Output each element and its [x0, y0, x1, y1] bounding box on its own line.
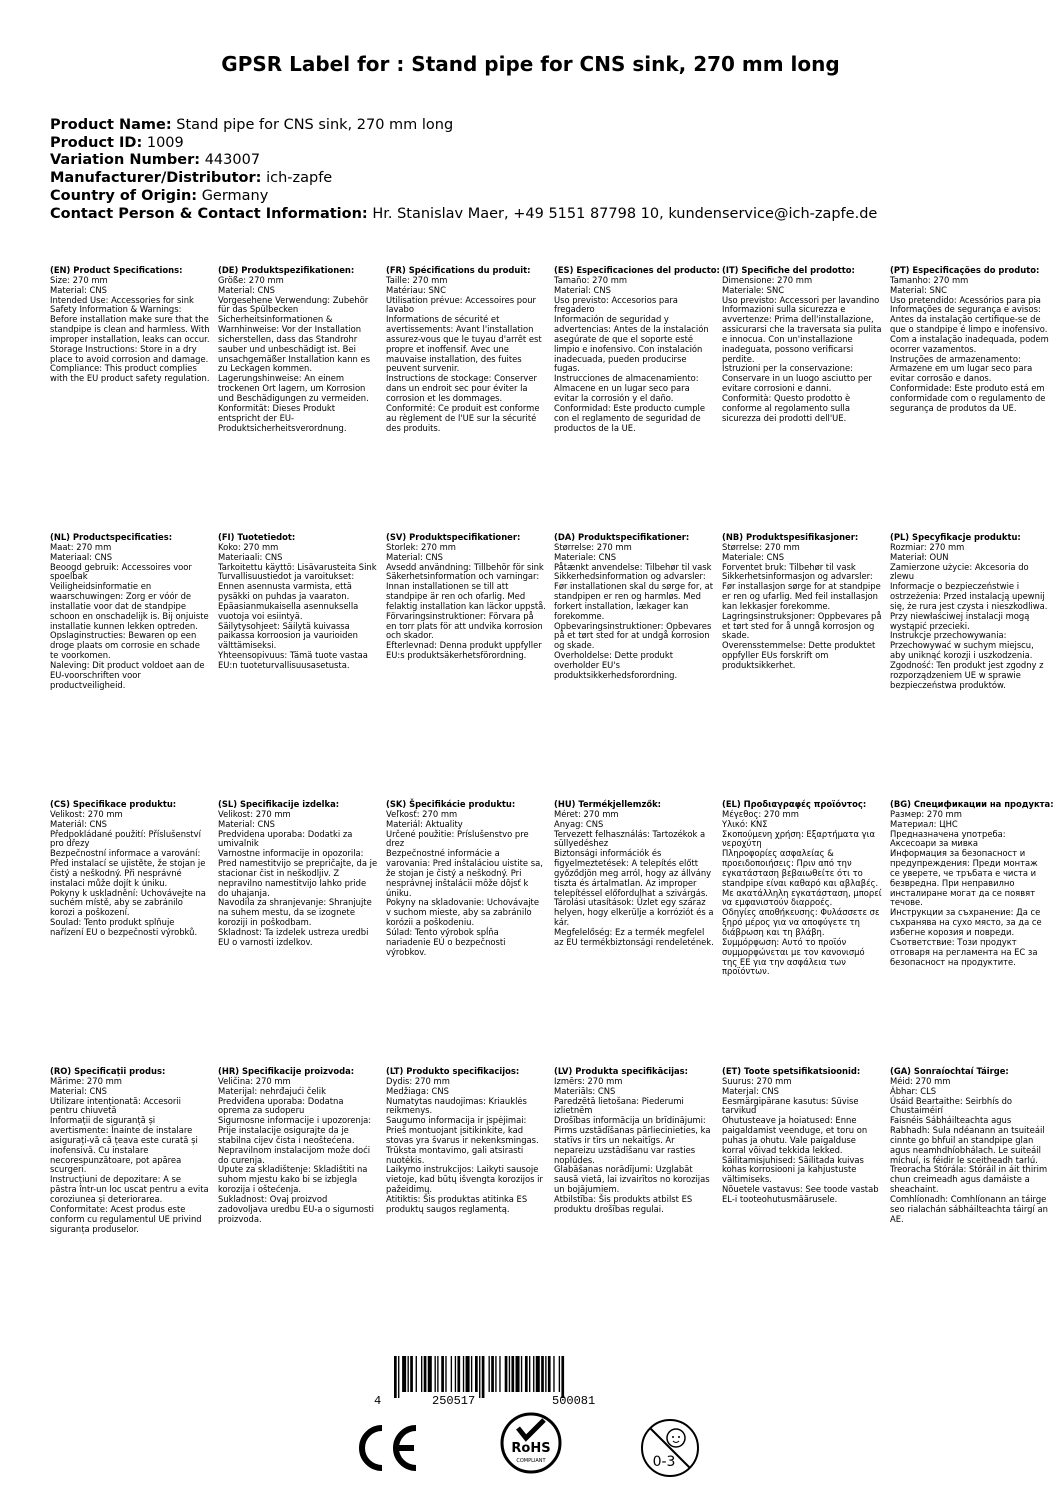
spec-line: Tárolási utasítások: Üzlet egy száraz helyen, hogy elkerülje a korróziót és a kár.: [554, 897, 714, 928]
barcode-bar: [435, 1356, 436, 1392]
spec-section-heading: (CS) Specifikace produktu:: [50, 799, 177, 809]
spec-row: [50, 1067, 1060, 1327]
spec-line: Treoracha Stórála: Stóráil in áit thirim chun creimeadh agus damáiste a sheachaint.: [890, 1164, 1048, 1195]
barcode-bar: [445, 1356, 446, 1392]
spec-line: Съответствие: Този продукт отговаря на регламента на ЕС за безопасност на продуктите.: [890, 936, 1038, 967]
spec-section-heading: (HR) Specifikacije proizvoda:: [218, 1066, 355, 1076]
spec-line: Materiál: Aktuality: [386, 818, 463, 829]
spec-line: Numatytas naudojimas: Kriauklės reikmenys.: [386, 1095, 527, 1116]
spec-section: [722, 533, 882, 671]
spec-section: [386, 1067, 546, 1215]
spec-line: Instrucciones de almacenamiento: Almacene en un lugar seco para evitar la corrosión y el daño.: [554, 373, 699, 403]
spec-section-heading: (DA) Produktspecifikationer:: [554, 532, 690, 542]
barcode-bar: [548, 1356, 551, 1392]
spec-line: Safety Information & Warnings: Before installation make sure that the standpipe is clean and harmless. With improper installation, leaks can occur.: [50, 304, 210, 344]
spec-line: Размер: 270 mm: [890, 808, 962, 819]
barcode-bar: [521, 1356, 522, 1392]
spec-line: Opbevaringsinstruktioner: Opbevares på et tørt sted for at undgå korrosion og skade.: [554, 620, 712, 651]
ce-mark-icon: [352, 1420, 422, 1476]
spec-line: Størrelse: 270 mm: [722, 541, 800, 552]
spec-line: Tarkoitettu käyttö: Lisävarusteita Sink: [218, 561, 377, 572]
spec-section: [890, 533, 1050, 691]
spec-row: [50, 800, 1060, 1060]
spec-line: Utilizare intenționată: Accesorii pentru chiuvetă: [50, 1095, 181, 1116]
spec-line: Größe: 270 mm: [218, 274, 284, 285]
barcode-bar: [561, 1356, 564, 1398]
spec-line: Instructions de stockage: Conserver dans un endroit sec pour éviter la corrosion et les dommages.: [386, 373, 537, 403]
spec-line: Varnostne informacije in opozorila: Pred namestitvijo se prepričajte, da je stacionar čist in neškodljiv. Z nepravilno namestitvijo lahko pride do uhajanja.: [218, 848, 378, 898]
info-row: [50, 188, 877, 206]
spec-line: Uso previsto: Accessori per lavandino: [722, 294, 880, 305]
barcode-bar: [455, 1356, 456, 1392]
info-key: Product Name:: [50, 117, 172, 133]
spec-line: Sicherheitsinformationen & Warnhinweise: Vor der Installation sicherstellen, dass das Standrohr sauber und unbeschädigt ist. Bei unsachgemäßer Installation kann es zu Leckagen kommen.: [218, 314, 370, 374]
barcode-bar: [410, 1356, 413, 1392]
barcode-bar: [421, 1356, 422, 1392]
spec-line: Instrukcje przechowywania: Przechowywać w suchym miejscu, aby uniknąć korozji i uszkodzenia.: [890, 630, 1034, 661]
spec-line: Materiale: CNS: [722, 551, 785, 562]
spec-section: [218, 1067, 378, 1225]
spec-line: Veličina: 270 mm: [218, 1075, 291, 1086]
info-key: Contact Person & Contact Information:: [50, 205, 368, 222]
spec-line: Atbilstība: Šis produkts atbilst ES produktu drošības regulai.: [554, 1193, 693, 1214]
spec-line: Efterlevnad: Denna produkt uppfyller EU:s produktsäkerhetsförordning.: [386, 640, 542, 661]
spec-line: Material: CNS: [50, 284, 107, 295]
spec-line: Lagringsinstruksjoner: Oppbevares på et tørt sted for å unngå korrosjon og skade.: [722, 610, 882, 641]
spec-line: Материал: ЦНС: [890, 818, 958, 829]
spec-line: Informacje o bezpieczeństwie i ostrzeżenia: Przed instalacją upewnij się, że rura jest czysta i nieszkodliwa. Przy niewłaściwej instalacji mogą wystąpić przecieki.: [890, 581, 1048, 631]
spec-line: Tervezett felhasználás: Tartozékok a süllyedéshez: [554, 828, 706, 849]
spec-line: Påtænkt anvendelse: Tilbehør til vask: [554, 561, 712, 572]
spec-section-heading: (DE) Produktspezifikationen:: [218, 265, 355, 275]
spec-section: [50, 266, 210, 384]
spec-line: Storage Instructions: Store in a dry place to avoid corrosion and damage.: [50, 343, 209, 364]
spec-line: Información de seguridad y advertencias: Antes de la instalación asegúrate de que el soporte esté limpio e inofensivo. Con instalación inadecuada, pueden producirse fugas.: [554, 314, 709, 374]
spec-line: Sikkerhedsinformation og advarsler: Før installationen skal du sørge for, at standpipen er ren og harmløs. Med forkert installation, lækager kan forekomme.: [554, 571, 714, 621]
spec-line: Conformitate: Acest produs este conform cu regulamentul UE privind siguranța produselor.: [50, 1203, 202, 1234]
spec-line: Comhlíonadh: Comhlíonann an táirge seo rialachán sábháilteachta táirgí an AE.: [890, 1193, 1048, 1224]
spec-section: [554, 800, 714, 948]
spec-section-heading: (BG) Спецификации на продукта:: [890, 799, 1054, 809]
barcode-bar: [408, 1356, 409, 1392]
spec-line: Predviđena uporaba: Dodatna oprema za sudoperu: [218, 1095, 344, 1116]
spec-line: Glabāšanas norādījumi: Uzglabāt sausā vietā, lai izvairītos no korozijas un bojājumiem.: [554, 1164, 710, 1195]
barcode-bar: [457, 1356, 460, 1392]
spec-line: Materiāls: CNS: [554, 1085, 616, 1096]
spec-section: [722, 266, 882, 424]
spec-line: Tamanho: 270 mm: [890, 274, 969, 285]
spec-line: Bezpečnostní informace a varování: Před instalací se ujistěte, že stojan je čistý a neškodný. Při nesprávné instalaci může dojít k úniku.: [50, 848, 206, 888]
spec-section-heading: (EL) Προδιαγραφές προϊόντος:: [722, 799, 867, 809]
spec-line: Materijal: nehrđajući čelik: [218, 1085, 326, 1096]
barcode-bar: [505, 1356, 508, 1392]
spec-section-heading: (PL) Specyfikacje produktu:: [890, 532, 1021, 542]
spec-section-heading: (LV) Produkta specifikācijas:: [554, 1066, 688, 1076]
spec-line: Conformidade: Este produto está em conformidade com o regulamento de segurança de produtos da UE.: [890, 383, 1046, 413]
spec-line: Súlad: Tento výrobok spĺňa nariadenie EÚ o bezpečnosti výrobkov.: [386, 926, 506, 957]
info-row: [50, 170, 877, 188]
spec-section-heading: (SV) Produktspecifikationer:: [386, 532, 521, 542]
spec-line: Overensstemmelse: Dette produktet oppfyller EUs forskrift om produktsikkerhet.: [722, 640, 876, 670]
spec-section-heading: (FR) Spécifications du produit:: [386, 265, 531, 275]
spec-line: Conformità: Questo prodotto è conforme al regolamento sulla sicurezza dei prodotti dell'UE.: [722, 392, 851, 423]
spec-line: Materiaali: CNS: [218, 551, 283, 562]
barcode-bar: [394, 1356, 397, 1398]
spec-line: Πληροφορίες ασφαλείας & προειδοποιήσεις: Πριν από την εγκατάσταση βεβαιωθείτε ότι το standpipe είναι καθαρό και αβλαβές. Με ακατάλληλη εγκατάσταση, μπορεί να εμφανιστούν διαρροές.: [722, 848, 882, 908]
spec-section-heading: (IT) Specifiche del prodotto:: [722, 265, 855, 275]
barcode-bar: [437, 1356, 438, 1392]
info-value: Hr. Stanislav Maer, +49 5151 87798 10, kundenservice@ich-zapfe.de: [372, 205, 878, 222]
spec-line: Dimensione: 270 mm: [722, 274, 813, 285]
barcode-bar: [499, 1356, 500, 1392]
spec-line: Megfelelőség: Ez a termék megfelel az EU termékbiztonsági rendeletének.: [554, 926, 714, 947]
barcode-bar: [471, 1356, 472, 1392]
rohs-text: RoHS: [511, 1441, 551, 1456]
spec-section: [554, 533, 714, 681]
spec-line: Matériau: SNC: [386, 284, 446, 295]
spec-line: Size: 270 mm: [50, 274, 108, 285]
spec-line: Informations de sécurité et avertissements: Avant l'installation assurez-vous que le tuyau d'arrêt est propre et inoffensif. Avec une mauvaise installation, des fuites peuvent survenir.: [386, 314, 542, 374]
spec-line: Navodila za shranjevanje: Shranjujte na suhem mestu, da se izognete koroziji in poškodbam.: [218, 897, 372, 928]
spec-line: Velikost: 270 mm: [50, 808, 123, 819]
spec-line: Materiale: SNC: [722, 284, 785, 295]
spec-line: Säkerhetsinformation och varningar: Innan installationen se till att standpipe är ren och ofarlig. Med felaktig installation kan läckor uppstå.: [386, 571, 546, 611]
spec-section-heading: (ES) Especificaciones del producto:: [554, 265, 720, 275]
spec-section: [386, 800, 546, 958]
spec-line: Rozmiar: 270 mm: [890, 541, 965, 552]
spec-section: [890, 1067, 1050, 1225]
barcode-digits-middle: 250517: [432, 1394, 476, 1408]
spec-line: Paredzētā lietošana: Piederumi izlietnēm: [554, 1095, 684, 1116]
spec-line: Skladnost: Ta izdelek ustreza uredbi EU o varnosti izdelkov.: [218, 926, 369, 947]
spec-line: Saugumo informacija ir įspėjimai: Prieš montuojant įsitikinkite, kad stovas yra švarus ir nekenksmingas. Trūksta montavimo, gali atsirasti nuotėkis.: [386, 1115, 539, 1165]
spec-section: [50, 533, 210, 691]
spec-section-heading: (GA) Sonraíochtaí Táirge:: [890, 1066, 1009, 1076]
spec-line: Yhteensopivuus: Tämä tuote vastaa EU:n tuoteturvallisuusasetusta.: [218, 650, 368, 670]
spec-line: Инструкции за съхранение: Да се съхранява на сухо място, за да се избегне корозия и повреди.: [890, 907, 1042, 937]
info-value: 1009: [146, 134, 184, 151]
spec-line: Информация за безопасност и предупреждения: Преди монтаж се уверете, че тръбата е чиста и безвредна. При неправилно инсталиране могат да се появят течове.: [890, 848, 1038, 908]
spec-section-heading: (FI) Tuotetiedot:: [218, 532, 296, 542]
spec-line: Σκοπούμενη χρήση: Εξαρτήματα για νεροχύτη: [722, 828, 875, 849]
compliance-symbols: [0, 1418, 1061, 1488]
info-row: [50, 135, 877, 153]
barcode-bar: [451, 1356, 452, 1392]
spec-line: Material: CNS: [218, 284, 275, 295]
spec-line: Materjal: CNS: [722, 1085, 779, 1096]
barcode-bar: [424, 1356, 427, 1392]
spec-line: Konformität: Dieses Produkt entspricht der EU-Produktsicherheitsverordnung.: [218, 402, 347, 433]
spec-line: Biztonsági információk és figyelmeztetések: A telepítés előtt győződjön meg arról, hogy az állvány tiszta és ártalmatlan. Az improper telepítéssel előfordulhat a szivárgás.: [554, 848, 712, 898]
spec-line: Предназначена употреба: Аксесоари за мивка: [890, 828, 1006, 849]
age-label: 0-3: [652, 1454, 676, 1470]
spec-line: Určené použitie: Príslušenstvo pre drez: [386, 828, 529, 849]
spec-line: Informações de segurança e avisos: Antes da instalação certifique-se de que o standpipe é limpo e inofensivo. Com a instalação inadequada, podem ocorrer vazamentos.: [890, 304, 1049, 354]
spec-section-heading: (RO) Specificații produs:: [50, 1066, 166, 1076]
spec-section-heading: (LT) Produkto specifikacijos:: [386, 1066, 520, 1076]
spec-line: Säilytysohjeet: Säilytä kuivassa paikassa korroosion ja vaurioiden välttämiseksi.: [218, 620, 358, 651]
barcode-bar: [509, 1356, 510, 1392]
spec-line: Uso pretendido: Acessórios para pia: [890, 294, 1041, 305]
spec-line: Vorgesehene Verwendung: Zubehör für das Spülbecken: [218, 294, 369, 315]
barcode-bar: [441, 1356, 444, 1392]
spec-line: Säilitamisjuhised: Säilitada kuivas kohas korrosiooni ja kahjustuste vältimiseks.: [722, 1154, 864, 1185]
spec-line: Veiligheidsinformatie en waarschuwingen: Zorg er vóór de installatie voor dat de standpipe schoon en onschadelijk is. Bij onjuiste installatie kunnen lekken optreden.: [50, 581, 209, 631]
spec-line: Atitiktis: Šis produktas atitinka ES produktų saugos reglamentą.: [386, 1193, 528, 1214]
info-value: ich-zapfe: [266, 170, 333, 187]
spec-section-heading: (PT) Especificações do produto:: [890, 265, 1040, 275]
spec-section: [218, 266, 378, 433]
info-key: Variation Number:: [50, 152, 201, 169]
rohs-subtext: COMPLIANT: [516, 1458, 546, 1464]
spec-section-heading: (HU) Termékjellemzők:: [554, 799, 662, 809]
spec-line: Sukladnost: Ovaj proizvod zadovoljava uredbu EU-a o sigurnosti proizvoda.: [218, 1193, 374, 1224]
spec-line: Materiaal: CNS: [50, 551, 113, 562]
spec-line: Méid: 270 mm: [890, 1075, 951, 1086]
barcode-bar: [516, 1356, 520, 1392]
spec-section: [386, 266, 546, 433]
spec-line: Maat: 270 mm: [50, 541, 112, 552]
spec-line: Velikost: 270 mm: [218, 808, 291, 819]
spec-line: Mărime: 270 mm: [50, 1075, 122, 1086]
spec-section: [722, 800, 882, 977]
barcode-bar: [495, 1356, 496, 1392]
spec-line: Material: CNS: [50, 1085, 107, 1096]
barcode-digit-left: 4: [374, 1394, 382, 1408]
spec-row: [50, 533, 1060, 793]
barcode-bar: [559, 1356, 560, 1392]
spec-line: Nõuetele vastavus: See toode vastab EL-i tooteohutusmäärusele.: [722, 1184, 879, 1204]
spec-line: Informazioni sulla sicurezza e avvertenze: Prima dell'installazione, assicurarsi che la traversata sia pulita e innocua. Con un'installazione inadeguata, possono verificarsi perdite.: [722, 304, 882, 364]
info-key: Country of Origin:: [50, 187, 198, 204]
spec-line: Zgodność: Ten produkt jest zgodny z rozporządzeniem UE w sprawie bezpieczeństwa produktów.: [890, 659, 1044, 690]
barcode-bar: [525, 1356, 528, 1392]
info-row: [50, 206, 877, 224]
product-info: [50, 117, 877, 223]
rohs-icon: [498, 1410, 564, 1476]
spec-line: Medžiaga: CNS: [386, 1085, 449, 1096]
spec-line: Förvaringsinstruktioner: Förvara på en torr plats för att undvika korrosion och skador.: [386, 610, 543, 641]
spec-line: Laikymo instrukcijos: Laikyti sausoje vietoje, kad būtų išvengta korozijos ir pažeidimų.: [386, 1164, 543, 1195]
spec-section: [722, 1067, 882, 1205]
spec-section-heading: (SK) Špecifikácie produktu:: [386, 799, 516, 809]
spec-section: [218, 533, 378, 671]
spec-section: [50, 1067, 210, 1234]
spec-line: Συμμόρφωση: Αυτό το προϊόν συμμορφώνεται με τον κανονισμό της ΕΕ για την ασφάλεια των προϊόντων.: [722, 936, 865, 977]
barcode-bar: [511, 1356, 514, 1392]
spec-line: Sigurnosne informacije i upozorenja: Prije instalacije osigurajte da je stabilna cijev čista i neoštećena. Nepravilnom instalacijom može doći do curenja.: [218, 1115, 372, 1165]
barcode-bar: [491, 1356, 494, 1392]
spec-line: Material: CNS: [218, 818, 275, 829]
spec-line: Overholdelse: Dette produkt overholder EU's produktsikkerhedsforordning.: [554, 650, 678, 680]
spec-section-heading: (NB) Produktspesifikasjoner:: [722, 532, 859, 542]
info-key: Manufacturer/Distributor:: [50, 170, 262, 187]
barcode-bar: [428, 1356, 432, 1392]
spec-line: Utilisation prévue: Accessoires pour lavabo: [386, 294, 536, 315]
spec-line: Naleving: Dit product voldoet aan de EU-voorschriften voor productveiligheid.: [50, 659, 205, 690]
spec-row: [50, 266, 1060, 526]
info-row: [50, 117, 877, 135]
barcode-bar: [466, 1356, 470, 1392]
info-row: [50, 152, 877, 170]
barcode-bars: [394, 1356, 626, 1398]
barcode-bar: [416, 1356, 417, 1392]
spec-line: Materiál: CNS: [50, 818, 107, 829]
barcode-bar: [402, 1356, 406, 1392]
spec-line: Turvallisuustiedot ja varoitukset: Ennen asennusta varmista, että pysäkki on puhdas ja vaaraton. Epäasianmukaisella asennuksella vuotoja voi esiintyä.: [218, 571, 359, 621]
spec-section-heading: (NL) Productspecificaties:: [50, 532, 173, 542]
spec-section: [554, 265, 720, 433]
info-key: Product ID:: [50, 134, 143, 151]
spec-line: Materiał: OUN: [890, 551, 949, 562]
spec-line: Compliance: This product complies with the EU product safety regulation.: [50, 363, 210, 384]
spec-line: Ohutusteave ja hoiatused: Enne paigaldamist veenduge, et toru on puhas ja ohutu. Vale paigalduse korral võivad tekkida lekked.: [722, 1115, 868, 1155]
spec-line: Ábhar: CLS: [890, 1085, 937, 1096]
spec-line: Izmērs: 270 mm: [554, 1075, 623, 1086]
spec-line: Material: CNS: [554, 284, 611, 295]
spec-section: [554, 1067, 714, 1215]
barcode: [374, 1356, 626, 1416]
spec-section: [890, 799, 1054, 967]
spec-line: Eesmärgipärane kasutus: Süvise tarvikud: [722, 1095, 859, 1116]
spec-line: Veľkosť: 270 mm: [386, 808, 458, 819]
spec-line: Dydis: 270 mm: [386, 1075, 450, 1086]
not-for-children-0-3-icon: [638, 1416, 702, 1480]
spec-section: [50, 800, 210, 938]
spec-line: Υλικό: ΚΝΣ: [722, 818, 768, 829]
spec-line: Pokyny k uskladnění: Uchovávejte na suchém místě, aby se zabránilo korozi a poškození.: [50, 887, 206, 918]
spec-line: Istruzioni per la conservazione: Conservare in un luogo asciutto per evitare corrosioni e danni.: [722, 363, 872, 394]
spec-line: Predvidena uporaba: Dodatki za umivalnik: [218, 828, 353, 849]
barcode-bar: [541, 1356, 544, 1392]
spec-line: Størrelse: 270 mm: [554, 541, 632, 552]
info-value: 443007: [204, 152, 261, 169]
spec-line: Οδηγίες αποθήκευσης: Φυλάσσετε σε ξηρό μέρος για να αποφύγετε τη διάβρωση και τη βλάβη.: [722, 907, 880, 937]
spec-section: [386, 533, 546, 661]
spec-line: Faisnéis Sábháilteachta agus Rabhadh: Sula ndéanann an tsuiteáil cinnte go bhfuil an standpipe glan agus neamhdhíobhálach. Le suiteáil míchuí, is féidir le sceitheadh tarlú.: [890, 1115, 1045, 1165]
spec-section: [218, 800, 378, 948]
spec-line: Suurus: 270 mm: [722, 1075, 792, 1086]
spec-line: Anyag: CNS: [554, 818, 604, 829]
spec-line: Storlek: 270 mm: [386, 541, 456, 552]
barcode-bar: [536, 1356, 540, 1392]
spec-line: Material: SNC: [890, 284, 947, 295]
spec-line: Uso previsto: Accesorios para fregadero: [554, 294, 678, 315]
barcode-digits-right: 500081: [552, 1394, 596, 1408]
spec-line: Sikkerhetsinformasjon og advarsler: Før installasjon sørge for at standpipe er ren og ufarlig. Med feil installasjon kan lekkasjer forekomme.: [722, 571, 881, 611]
spec-line: Méret: 270 mm: [554, 808, 619, 819]
barcode-bar: [545, 1356, 546, 1392]
spec-line: Drošības informācija un brīdinājumi: Pirms uzstādīšanas pārliecinieties, ka statīvs ir tīrs un nekaitīgs. Ar nepareizu uzstādīšanu var rasties noplūdes.: [554, 1115, 711, 1165]
barcode-bar: [463, 1356, 464, 1392]
barcode-bar: [553, 1356, 554, 1392]
spec-line: Instrucțiuni de depozitare: A se păstra într-un loc uscat pentru a evita coroziunea și deteriorarea.: [50, 1174, 209, 1204]
spec-line: Upute za skladištenje: Skladištiti na suhom mjestu kako bi se izbjegla korozija i oštećenja.: [218, 1164, 368, 1195]
spec-line: Intended Use: Accessories for sink: [50, 294, 194, 305]
spec-line: Material: CNS: [386, 551, 443, 562]
barcode-bar: [398, 1356, 399, 1398]
spec-line: Materiale: CNS: [554, 551, 617, 562]
barcode-bar: [475, 1356, 478, 1392]
spec-line: Opslaginstructies: Bewaren op een droge plaats om corrosie en schade te voorkomen.: [50, 630, 200, 661]
barcode-bar: [529, 1356, 530, 1392]
info-value: Stand pipe for CNS sink, 270 mm long: [176, 117, 454, 133]
spec-section-heading: (SL) Specifikacije izdelka:: [218, 799, 340, 809]
spec-line: Conformité: Ce produit est conforme au règlement de l'UE sur la sécurité des produits.: [386, 402, 540, 433]
spec-line: Informații de siguranță și avertismente: Înainte de instalare asigurați-vă că țeava este curată și inofensivă. Cu instalare necorespunzătoare, pot apărea scurgeri.: [50, 1115, 198, 1175]
spec-line: Forventet bruk: Tilbehør til vask: [722, 561, 856, 572]
info-value: Germany: [201, 187, 269, 204]
spec-line: Instruções de armazenamento: Armazene em um lugar seco para evitar corrosão e danos.: [890, 353, 1033, 384]
spec-line: Beoogd gebruik: Accessoires voor spoelbak: [50, 561, 192, 582]
spec-line: Tamaño: 270 mm: [554, 274, 628, 285]
spec-line: Lagerungshinweise: An einem trockenen Ort lagern, um Korrosion und Beschädigungen zu vermeiden.: [218, 373, 369, 403]
spec-line: Μέγεθος: 270 mm: [722, 808, 799, 819]
barcode-bar: [479, 1356, 480, 1398]
spec-line: Taille: 270 mm: [386, 274, 448, 285]
page-title: GPSR Label for : Stand pipe for CNS sink, 270 mm long: [221, 52, 840, 76]
spec-line: Avsedd användning: Tillbehör för sink: [386, 561, 544, 572]
spec-line: Zamierzone użycie: Akcesoria do zlewu: [890, 561, 1029, 582]
spec-line: Předpokládané použití: Příslušenství pro dřezy: [50, 828, 201, 849]
spec-section: [890, 266, 1050, 414]
spec-line: Bezpečnostné informácie a varovania: Pred inštaláciou uistite sa, že stojan je čistý a neškodný. Pri nesprávnej inštalácii môže dôjsť k úniku.: [386, 848, 543, 898]
spec-line: Pokyny na skladovanie: Uchovávajte v suchom mieste, aby sa zabránilo korózii a poškodeniu.: [386, 897, 539, 928]
barcode-bar: [482, 1356, 485, 1398]
spec-section-heading: (ET) Toote spetsifikatsioonid:: [722, 1066, 861, 1076]
spec-line: Conformidad: Este producto cumple con el reglamento de seguridad de productos de la UE.: [554, 402, 705, 433]
spec-line: Úsáid Beartaithe: Seirbhís do Chustaiméirí: [890, 1095, 1013, 1116]
spec-line: Soulad: Tento produkt splňuje nařízení EU o bezpečnosti výrobků.: [50, 917, 198, 937]
barcode-bar: [489, 1356, 490, 1392]
barcode-bar: [533, 1356, 534, 1392]
spec-line: Koko: 270 mm: [218, 541, 279, 552]
spec-section-heading: (EN) Product Specifications:: [50, 265, 183, 275]
